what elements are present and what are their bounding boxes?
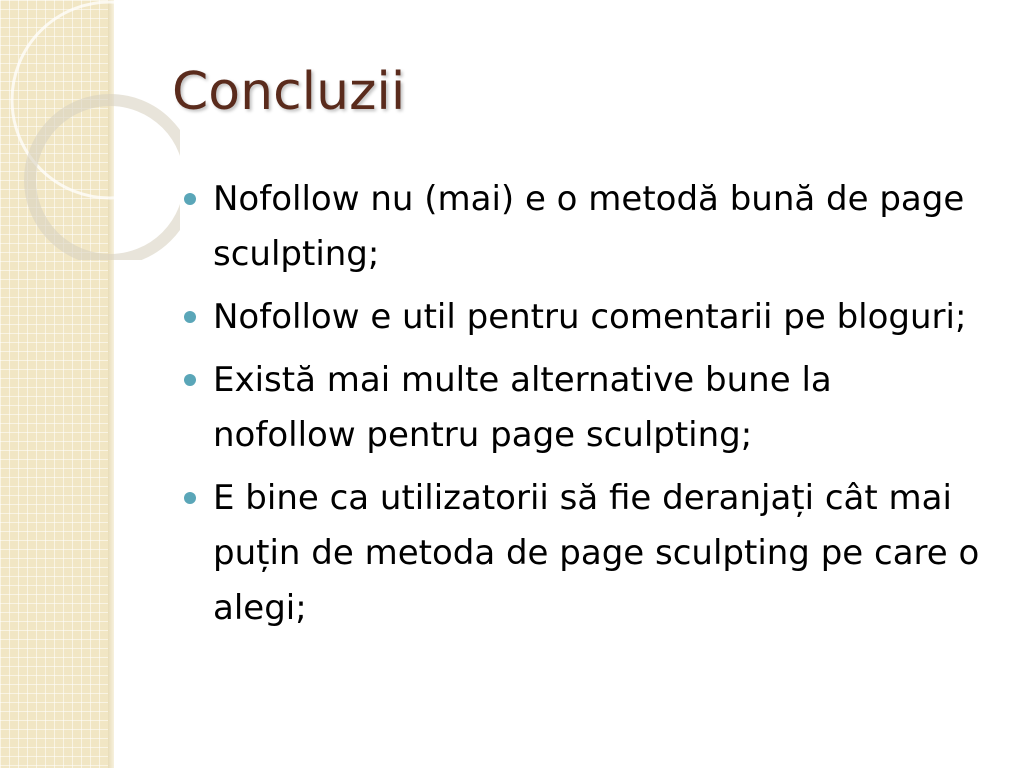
bullet-item xyxy=(184,353,984,463)
bullet-item xyxy=(184,471,984,636)
bullet-item xyxy=(184,290,984,345)
bullet-list xyxy=(184,172,984,644)
bullet-item xyxy=(184,172,984,282)
bullet-text: Există mai multe alternative bune la nofollow pentru page sculpting; xyxy=(213,360,832,455)
bullet-text: Nofollow e util pentru comentarii pe bloguri; xyxy=(213,297,967,337)
slide-title: Concluzii xyxy=(172,62,406,122)
bullet-dot-icon xyxy=(184,374,196,386)
bullet-dot-icon xyxy=(184,193,196,205)
decorative-rings xyxy=(0,0,180,260)
bullet-text: E bine ca utilizatorii să fie deranjați cât mai puțin de metoda de page sculpting pe care o alegi; xyxy=(213,478,980,628)
bullet-dot-icon xyxy=(184,311,196,323)
bullet-text: Nofollow nu (mai) e o metodă bună de page sculpting; xyxy=(213,179,965,274)
bullet-dot-icon xyxy=(184,492,196,504)
